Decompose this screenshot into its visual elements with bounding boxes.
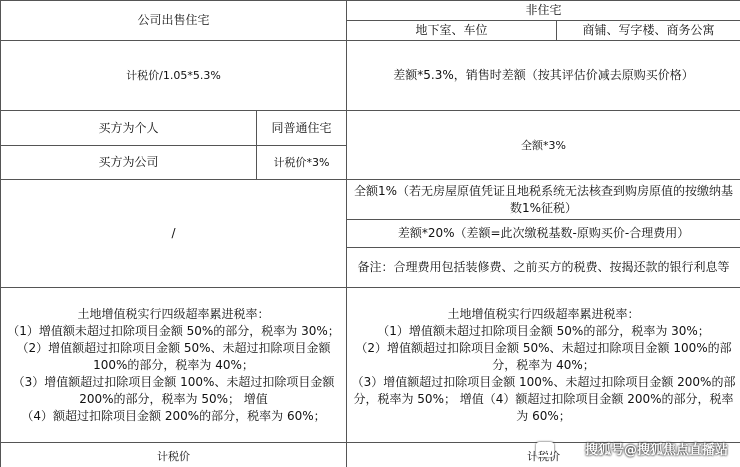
company-tax-price: 计税价/1.05*5.3% xyxy=(1,41,347,111)
buyer-individual: 买方为个人 xyxy=(1,111,257,146)
header-row xyxy=(1,1,740,21)
difference-20: 差额*20%（差额=此次缴税基数-原购买价-合理费用） xyxy=(347,220,740,248)
cut-row-right-text: 计税价 xyxy=(527,450,560,463)
income-slash: / xyxy=(1,180,347,288)
header-company-sale-housing: 公司出售住宅 xyxy=(1,1,347,41)
cut-row-left-text: 计税价 xyxy=(157,450,190,463)
tax-price-3: 计税价*3% xyxy=(257,146,347,180)
header-shops-offices: 商铺、写字楼、商务公寓 xyxy=(557,21,740,41)
land-vat-row xyxy=(1,288,740,443)
watermark: 搜狐号@搜狐焦点直播站 xyxy=(585,439,728,458)
buyer-individual-row xyxy=(1,111,740,146)
full-amount-1: 全额1%（若无房屋原值凭证且地税系统无法核查到购房原值的按缴纳基数1%征税） xyxy=(347,180,740,220)
income-row-1 xyxy=(1,180,740,220)
header-basement-parking: 地下室、车位 xyxy=(347,21,557,41)
reasonable-cost-note: 备注：合理费用包括装修费、之前买方的税费、按揭还款的银行利息等 xyxy=(347,248,740,288)
land-vat-non-housing: 土地增值税实行四级超率累进税率： （1）增值额未超过扣除项目金额 50%的部分，税率为 30%； （2）增值额超过扣除项目金额 50%、未超过扣除项目金额 100%的部分，税率为 40%； （3）增值额超过扣除项目金额 100%、未超过扣除项目金额 200%的部分，税率为 50%； 增值（4）额超过扣除项目金额 200%的部分，税率为 60%； xyxy=(347,288,740,443)
non-housing-tax-price: 差额*5.3%，销售时差额（按其评估价减去原购买价格） xyxy=(347,41,740,111)
same-as-ordinary: 同普通住宅 xyxy=(257,111,347,146)
tax-price-row xyxy=(1,41,740,111)
camera-icon xyxy=(536,442,554,457)
buyer-company: 买方为公司 xyxy=(1,146,257,180)
land-vat-company: 土地增值税实行四级超率累进税率： （1）增值额未超过扣除项目金额 50%的部分，税率为 30%； （2）增值额超过扣除项目金额 50%、未超过扣除项目金额 100%的部分，税率为 40%； （3）增值额超过扣除项目金额 100%、未超过扣除项目金额 200%的部分，税率为 50%； 增值 （4）额超过扣除项目金额 200%的部分，税率为 60%； xyxy=(1,288,347,443)
header-non-housing: 非住宅 xyxy=(347,1,740,21)
cut-row-left xyxy=(1,443,347,467)
full-amount-3: 全额*3% xyxy=(347,111,740,180)
